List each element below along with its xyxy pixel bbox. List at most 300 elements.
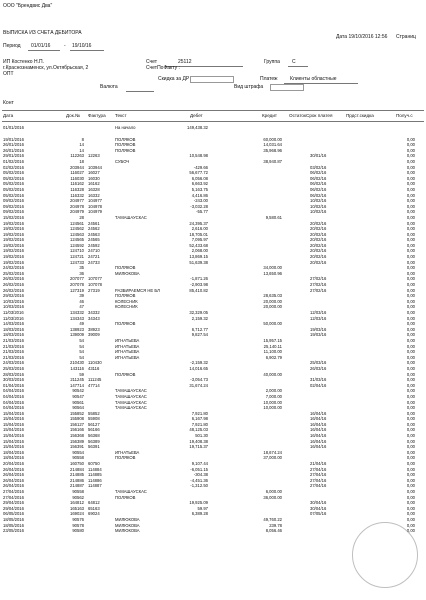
col-invoice: Фактура	[88, 113, 106, 118]
cell-date: 15/04/2016	[3, 438, 24, 444]
cell-received: 0,00	[406, 164, 415, 170]
cell-credit: 28,635.03	[263, 293, 282, 299]
cell-invoice: 114884	[88, 466, 102, 472]
col-discount: Прдст.скидка	[346, 113, 374, 118]
cell-received: 0,00	[406, 360, 415, 366]
col-balance: Остаток	[289, 113, 306, 118]
cell-debit: -429.66	[193, 164, 208, 170]
cell-docno: 116328	[70, 186, 84, 192]
cell-debit: -304.38	[193, 472, 208, 478]
cell-due: 16/04/16	[310, 438, 327, 444]
cell-credit: 40,000.00	[263, 371, 282, 377]
cell-due: 20/02/16	[310, 237, 327, 243]
cell-credit: 37,000.00	[263, 455, 282, 461]
cell-invoice: 16328	[88, 186, 100, 192]
statement-table	[0, 125, 426, 534]
cell-debit: -3,054.73	[190, 377, 208, 383]
cell-due: 16/04/16	[310, 427, 327, 433]
cell-text: ТАМАШАУСКАС	[115, 405, 147, 411]
cell-date: 06/05/2016	[3, 511, 24, 517]
cell-received: 0,00	[406, 147, 415, 153]
cell-received: 0,00	[406, 421, 415, 427]
cell-due: 07/05/16	[310, 511, 327, 517]
cell-debit: -1,871.26	[190, 276, 208, 282]
cell-docno: 18	[79, 158, 84, 164]
cell-docno: 207078	[70, 282, 84, 288]
cell-received: 0,00	[406, 466, 415, 472]
cell-docno: 156166	[70, 427, 84, 433]
cell-credit: 10,000.00	[263, 399, 282, 405]
cell-docno: 214884	[70, 466, 84, 472]
cell-text: ПОЛЯКОВ	[115, 142, 136, 148]
cell-debit: 9,107.44	[191, 461, 208, 467]
cell-received: 0,00	[406, 170, 415, 176]
cell-debit: 2,159.32	[191, 315, 208, 321]
cell-debit: 19,715.37	[189, 444, 208, 450]
cell-debit: 85,410.82	[189, 287, 208, 293]
cell-date: 15/04/2016	[3, 410, 24, 416]
cell-date: 19/02/2016	[3, 248, 24, 254]
cell-docno: 90558	[72, 455, 84, 461]
cell-received: 0,00	[406, 181, 415, 187]
cell-due: 20/02/16	[310, 231, 327, 237]
cell-received: 0,00	[406, 203, 415, 209]
cell-debit: 2,616.00	[191, 226, 208, 232]
cell-received: 0,00	[406, 209, 415, 215]
cell-text: ИГНАТЬЕВА	[115, 337, 140, 343]
cell-received: 0,00	[406, 220, 415, 226]
cell-debit: 14,016.65	[189, 365, 208, 371]
cell-credit: 25,140.11	[263, 343, 282, 349]
cell-invoice: 38923	[88, 326, 100, 332]
cell-debit: 6,056.08	[191, 175, 208, 181]
cell-date: 29/02/2016	[3, 293, 24, 299]
cell-credit: 11,100.00	[263, 349, 282, 355]
cell-invoice: 34343	[88, 315, 100, 321]
cell-invoice: 55908	[88, 416, 100, 422]
cell-received: 0,00	[406, 254, 415, 260]
cell-text: ТАМАШАУСКАС	[115, 399, 147, 405]
cell-debit: 59.97	[197, 505, 208, 511]
cell-debit: 2,068.00	[191, 248, 208, 254]
cell-text: КОЛЕСНИК	[115, 304, 138, 310]
cell-date: 26/04/2016	[3, 466, 24, 472]
cell-received: 0,00	[406, 449, 415, 455]
cell-received: 0,00	[406, 371, 415, 377]
cell-docno: 116332	[70, 192, 84, 198]
cell-invoice: 110430	[88, 360, 102, 366]
cell-debit: -2,903.98	[190, 282, 208, 288]
cell-docno: 214886	[70, 477, 84, 483]
cell-text: ПОЛЯКОВ	[115, 455, 136, 461]
cell-credit: 34,000.00	[263, 265, 282, 271]
cell-docno: 116027	[70, 170, 84, 176]
cell-invoice: 24565	[88, 237, 100, 243]
cell-invoice: 104979	[88, 209, 102, 215]
cell-date: 25/02/2016	[3, 270, 24, 276]
cell-docno: 124592	[70, 242, 84, 248]
cell-date: 29/04/2016	[3, 505, 24, 511]
cell-text: ТАМАШАУСКАС	[115, 388, 147, 394]
cell-invoice: 16030	[88, 175, 100, 181]
company-stamp	[352, 522, 418, 588]
cell-due: 30/01/16	[310, 153, 327, 159]
cell-date: 05/02/2016	[3, 192, 24, 198]
cell-text: ПОЛЯКОВ	[115, 494, 136, 500]
cell-date: 24/03/2016	[3, 360, 24, 366]
cell-received: 0,00	[406, 231, 415, 237]
cell-docno: 49	[79, 321, 84, 327]
cell-due: 25/03/16	[310, 360, 327, 366]
cell-due: 10/02/16	[310, 203, 327, 209]
col-received: Получ.с	[396, 113, 413, 118]
cell-docno: 124563	[70, 231, 84, 237]
cell-date: 26/04/2016	[3, 483, 24, 489]
cell-docno: 90564	[72, 405, 84, 411]
cell-debit: 5,163.75	[191, 186, 208, 192]
cell-received: 0,00	[406, 461, 415, 467]
cell-invoice: 24562	[88, 226, 100, 232]
cell-docno: 90547	[72, 393, 84, 399]
cell-credit: 13,650.96	[263, 270, 282, 276]
cell-credit: 49,760.22	[263, 516, 282, 522]
cell-date: 15/02/2016	[3, 214, 24, 220]
period-to: 19/10/16	[72, 43, 92, 49]
cell-date: 05/02/2016	[3, 186, 24, 192]
cell-date: 09/02/2016	[3, 203, 24, 209]
cell-invoice: 27319	[88, 287, 100, 293]
period-label: Период	[3, 43, 21, 49]
cell-debit: 7,921.80	[191, 421, 208, 427]
cell-date: 01/04/2016	[3, 382, 24, 388]
cell-date: 18/05/2016	[3, 522, 24, 528]
cell-due: 21/04/16	[310, 461, 327, 467]
page-label: Страниц	[396, 34, 416, 40]
cell-received: 0,00	[406, 354, 415, 360]
cell-debit: 6,663.92	[191, 181, 208, 187]
cell-due: 16/04/16	[310, 444, 327, 450]
cell-invoice: 111245	[88, 377, 102, 383]
col-docno: Док.№	[66, 113, 80, 118]
cell-date: 26/02/2016	[3, 276, 24, 282]
discount-field	[190, 76, 234, 83]
cell-date: 29/04/2016	[3, 500, 24, 506]
cell-date: 01/01/2016	[3, 125, 24, 130]
cell-docno: 90554	[72, 449, 84, 455]
cell-debit: -243.00	[193, 198, 208, 204]
account-label: Счет	[146, 59, 158, 65]
cell-date: 15/04/2016	[3, 433, 24, 439]
cell-docno: 39	[79, 293, 84, 299]
cell-due: 16/04/16	[310, 410, 327, 416]
subaccount-label: СчетПоФакту :	[146, 65, 180, 71]
cell-docno: 124733	[70, 259, 84, 265]
cell-debit: 52,433.68	[189, 242, 208, 248]
cell-date: 04/04/2016	[3, 388, 24, 394]
cell-docno: 139009	[70, 332, 84, 338]
cell-due: 10/02/16	[310, 209, 327, 215]
cell-received: 0,00	[406, 522, 415, 528]
cell-received: 0,00	[406, 405, 415, 411]
cell-credit: 18,674.24	[263, 449, 282, 455]
cell-invoice: 24563	[88, 231, 100, 237]
company-name: ООО "Брендвис Два"	[3, 3, 53, 9]
cell-debit: 10,548.98	[189, 153, 208, 159]
cell-date: 26/04/2016	[3, 477, 24, 483]
cell-debit: 18,705.01	[189, 231, 208, 237]
cell-date: 05/02/2016	[3, 170, 24, 176]
cell-debit: 149,438.32	[187, 125, 208, 130]
cell-invoice: 56166	[88, 427, 100, 433]
cell-date: 19/02/2016	[3, 237, 24, 243]
cell-received: 0,00	[406, 270, 415, 276]
cell-date: 21/03/2016	[3, 349, 24, 355]
cell-due: 30/04/16	[310, 500, 327, 506]
cell-text: ПОЛЯКОВ	[115, 293, 136, 299]
cell-text: ПОЛЯКОВ	[115, 371, 136, 377]
currency-label: Валюта	[100, 84, 118, 90]
cell-invoice: 64812	[88, 500, 100, 506]
cell-credit: 14,031.64	[263, 142, 282, 148]
cell-date: 10/03/2016	[3, 304, 24, 310]
cell-received: 0,00	[406, 192, 415, 198]
cell-date: 21/03/2016	[3, 354, 24, 360]
cell-text: МИЛЮКОВА	[115, 528, 140, 534]
cell-received: 0,00	[406, 226, 415, 232]
cell-invoice: 16027	[88, 170, 100, 176]
cell-credit: 6,902.79	[265, 354, 282, 360]
cell-docno: 156389	[70, 438, 84, 444]
cell-docno: 36	[79, 270, 84, 276]
cell-received: 0,00	[406, 287, 415, 293]
cell-received: 0,00	[406, 511, 415, 517]
cell-date: 04/04/2016	[3, 405, 24, 411]
cell-due: 12/03/16	[310, 310, 327, 315]
cell-date: 18/03/2016	[3, 332, 24, 338]
client-code: ОПТ	[3, 71, 14, 77]
cell-debit: -55.77	[196, 209, 208, 215]
cell-date: 18/05/2016	[3, 516, 24, 522]
cell-invoice: 114885	[88, 472, 102, 478]
cell-invoice: 56391	[88, 444, 100, 450]
cell-credit: 7,000.00	[265, 393, 282, 399]
discount-label: Скидка за ДР	[158, 76, 190, 82]
cell-due: 27/02/16	[310, 287, 327, 293]
cell-invoice: 34332	[88, 310, 100, 315]
cell-docno: 54	[79, 349, 84, 355]
cell-credit: 20,000.00	[263, 304, 282, 310]
cell-date: 05/02/2016	[3, 175, 24, 181]
cell-received: 0,00	[406, 528, 415, 534]
cell-received: 0,00	[406, 242, 415, 248]
cell-received: 0,00	[406, 175, 415, 181]
cell-debit: 6,389.28	[191, 511, 208, 517]
cell-text: ПОЛЯКОВ	[115, 321, 136, 327]
cell-received: 0,00	[406, 265, 415, 271]
cell-docno: 14	[79, 142, 84, 148]
cell-docno: 204978	[70, 203, 84, 209]
cell-debit: 19,408.38	[189, 438, 208, 444]
cell-due: 20/02/16	[310, 220, 327, 226]
document-title: ВЫПИСКА ИЗ СЧЕТА ДЕБИТОРА	[3, 30, 82, 36]
cell-credit: 9,580.61	[265, 214, 282, 220]
cell-received: 0,00	[406, 516, 415, 522]
cell-date: 29/01/2016	[3, 153, 24, 159]
cell-due: 19/03/16	[310, 332, 327, 338]
cell-text: ИГНАТЬЕВА	[115, 349, 140, 355]
cell-date: 27/04/2016	[3, 494, 24, 500]
cell-credit: 2,000.00	[265, 388, 282, 394]
cell-due: 03/02/16	[310, 164, 327, 170]
cell-date: 19/02/2016	[3, 259, 24, 265]
cell-date: 04/04/2016	[3, 393, 24, 399]
cell-due: 12/03/16	[310, 315, 327, 321]
cell-date: 10/03/2016	[3, 298, 24, 304]
cell-due: 20/02/16	[310, 254, 327, 260]
cell-docno: 47	[79, 304, 84, 310]
section-label: Конт	[3, 100, 14, 106]
cell-due: 16/04/16	[310, 416, 327, 422]
cell-credit: 15,957.15	[263, 337, 282, 343]
cell-due: 27/04/16	[310, 472, 327, 478]
cell-due: 06/02/16	[310, 175, 327, 181]
cell-docno: 116030	[70, 175, 84, 181]
col-due: Срок платея	[306, 113, 333, 118]
cell-received: 0,00	[406, 237, 415, 243]
cell-docno: 147714	[70, 382, 84, 388]
cell-debit: 7,921.80	[191, 410, 208, 416]
cell-debit: 31,674.24	[189, 382, 208, 388]
cell-received: 0,00	[406, 276, 415, 282]
cell-text: ТАМАШАУСКАС	[115, 489, 147, 494]
cell-received: 0,00	[406, 388, 415, 394]
cell-received: 0,00	[406, 214, 415, 220]
cell-date: 26/01/2016	[3, 147, 24, 153]
cell-date: 04/04/2016	[3, 399, 24, 405]
cell-invoice: 56368	[88, 433, 100, 439]
cell-due: 27/02/16	[310, 282, 327, 288]
cell-docno: 46	[79, 298, 84, 304]
cell-docno: 210430	[70, 360, 84, 366]
cell-docno: 59	[79, 371, 84, 377]
cell-text: ИГНАТЬЕВА	[115, 449, 140, 455]
cell-received: 0,00	[406, 483, 415, 489]
period-from: 01/01/16	[31, 43, 51, 49]
penalty-label: Вид штрафа	[234, 84, 264, 90]
cell-date: 26/02/2016	[3, 287, 24, 293]
cell-received: 0,00	[406, 332, 415, 338]
cell-invoice: 103944	[88, 164, 102, 170]
cell-credit: 35,968.96	[263, 147, 282, 153]
cell-date: 25/03/2016	[3, 365, 24, 371]
cell-text: ТАМАШАУСКАС	[115, 214, 147, 220]
period-dash: -	[64, 43, 66, 49]
cell-docno: 28	[79, 214, 84, 220]
cell-received: 0,00	[406, 433, 415, 439]
cell-received: 0,00	[406, 158, 415, 164]
cell-docno: 90562	[72, 494, 84, 500]
cell-text: ПОЛЯКОВ	[115, 136, 136, 142]
cell-debit: -6,051.15	[190, 466, 208, 472]
cell-received: 0,00	[406, 438, 415, 444]
col-credit: Кредит	[262, 113, 278, 118]
cell-received: 0,00	[406, 472, 415, 478]
cell-text: КОЛЕСНИК	[115, 298, 138, 304]
cell-credit: 38,940.87	[263, 158, 282, 164]
cell-debit: 32,329.05	[189, 310, 208, 315]
cell-docno: 8	[81, 136, 84, 142]
cell-due: 20/02/16	[310, 259, 327, 265]
cell-received: 0,00	[406, 142, 415, 148]
cell-received: 0,00	[406, 444, 415, 450]
cell-docno: 116162	[70, 181, 84, 187]
cell-received: 0,00	[406, 136, 415, 142]
cell-docno: 134332	[70, 310, 84, 315]
cell-invoice: 65163	[88, 505, 100, 511]
cell-docno: 155908	[70, 416, 84, 422]
cell-docno: 112263	[70, 153, 84, 159]
cell-date: 19/02/2016	[3, 226, 24, 232]
cell-invoice: 47714	[88, 382, 100, 388]
cell-received: 0,00	[406, 455, 415, 461]
cell-docno: 90558	[72, 489, 84, 494]
cell-docno: 204977	[70, 198, 84, 204]
cell-received: 0,00	[406, 477, 415, 483]
cell-received: 0,00	[406, 427, 415, 433]
cell-date: 26/02/2016	[3, 282, 24, 288]
cell-date: 21/03/2016	[3, 343, 24, 349]
cell-date: 05/02/2016	[3, 181, 24, 187]
cell-received: 0,00	[406, 326, 415, 332]
cell-docno: 165163	[70, 505, 84, 511]
cell-credit: 36,000.00	[263, 494, 282, 500]
cell-received: 0,00	[406, 321, 415, 327]
print-date: Дата 19/10/2016 12:56	[336, 34, 388, 40]
cell-invoice: 104978	[88, 203, 102, 209]
cell-docno: 90561	[72, 399, 84, 405]
cell-docno: 124710	[70, 248, 84, 254]
cell-debit: -2,159.32	[190, 360, 208, 366]
payer-value: Клиенты областные	[290, 76, 337, 82]
cell-docno: 90542	[72, 388, 84, 394]
cell-due: 27/04/16	[310, 483, 327, 489]
cell-date: 11/03/2016	[3, 310, 24, 315]
cell-docno: 14	[79, 147, 84, 153]
cell-debit: -4,451.36	[190, 477, 208, 483]
cell-date: 26/04/2016	[3, 472, 24, 478]
cell-received: 0,00	[406, 337, 415, 343]
cell-docno: 127319	[70, 287, 84, 293]
cell-date: 26/01/2016	[3, 142, 24, 148]
cell-invoice: 107077	[88, 276, 102, 282]
cell-received: 0,00	[406, 489, 415, 494]
cell-credit: 239.78	[269, 522, 282, 528]
cell-date: 15/04/2016	[3, 444, 24, 450]
cell-received: 0,00	[406, 248, 415, 254]
cell-debit: -3,032.28	[190, 203, 208, 209]
cell-debit: 6,167.98	[191, 416, 208, 422]
col-debit: Дебет	[190, 113, 203, 118]
cell-docno: 169024	[70, 511, 84, 517]
cell-date: 19/02/2016	[3, 242, 24, 248]
cell-docno: 124565	[70, 237, 84, 243]
cell-due: 06/02/16	[310, 170, 327, 176]
cell-invoice: 107078	[88, 282, 102, 288]
cell-invoice: 24592	[88, 242, 100, 248]
cell-due: 16/04/16	[310, 421, 327, 427]
cell-received: 0,00	[406, 310, 415, 315]
cell-text: ИГНАТЬЕВА	[115, 354, 140, 360]
